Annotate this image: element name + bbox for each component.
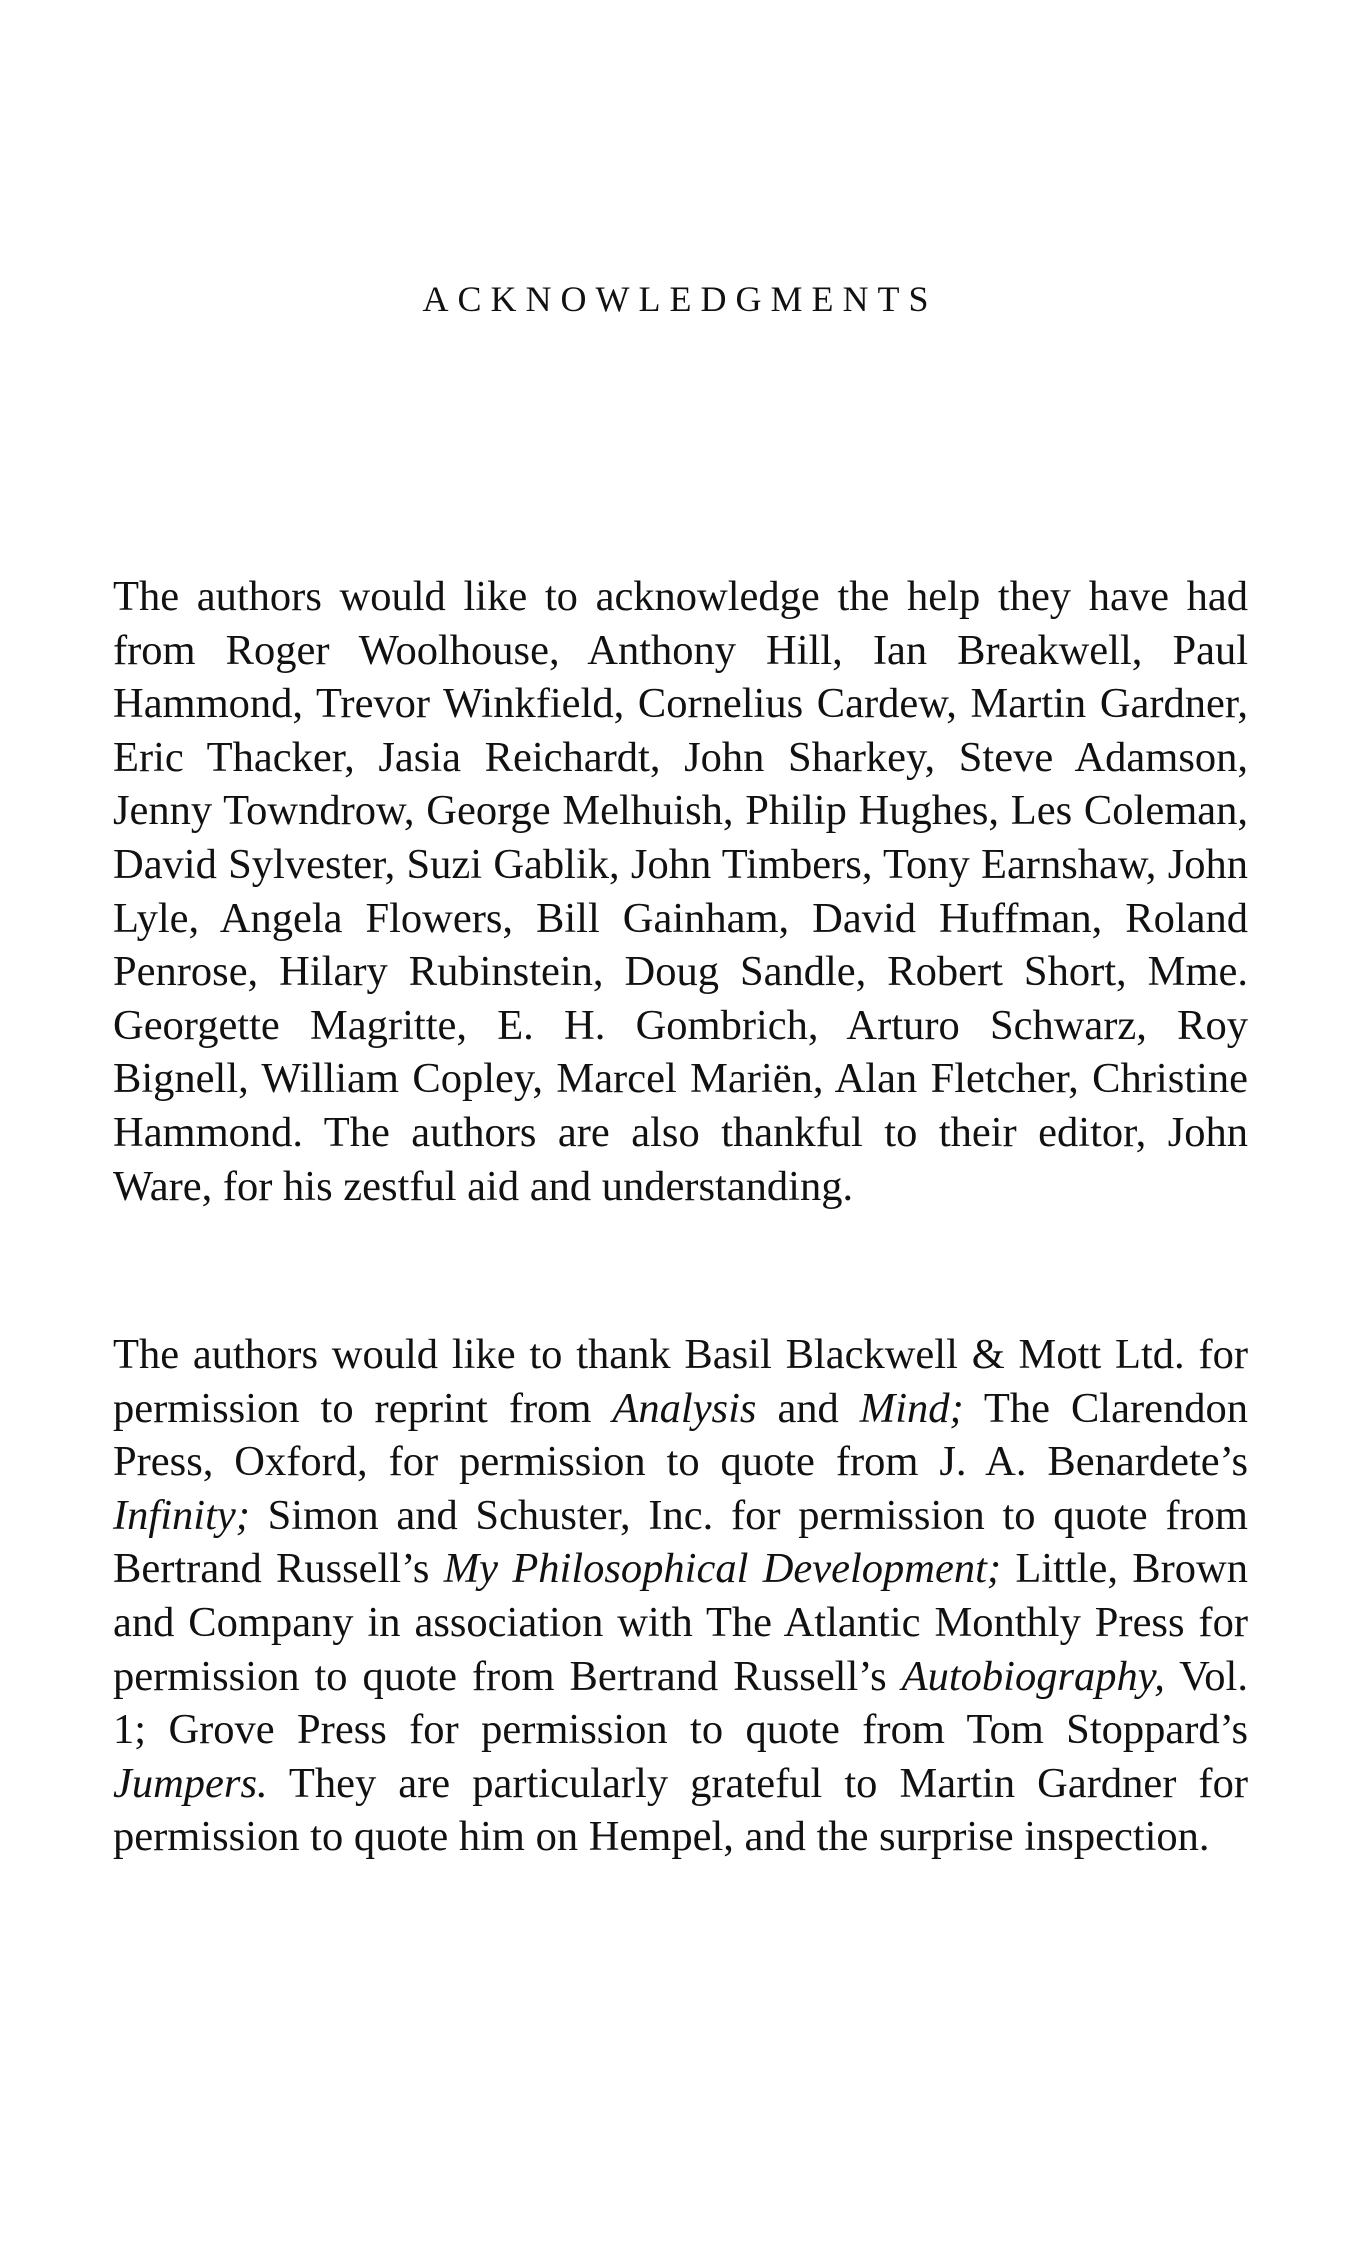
permissions-text-6: Vol. 1; Grove Press for permission to quote from Tom Stoppard’s [113, 1652, 1248, 1754]
title-mind: Mind; [859, 1384, 964, 1432]
permissions-text-7: They are particularly grateful to Martin Gardner for permission to quote him on Hempel, and the surprise inspection. [113, 1759, 1248, 1861]
permissions-text-4: Simon and Schuster, Inc. for permission to quote from Bertrand Russell’s [113, 1491, 1248, 1593]
title-infinity: Infinity; [113, 1491, 250, 1539]
permissions-text-5: Little, Brown and Company in association with The Atlantic Monthly Press for permission to quote from Bertrand Russell’s [113, 1545, 1249, 1700]
title-analysis: Analysis [612, 1384, 757, 1432]
page-heading: ACKNOWLEDGMENTS [422, 279, 938, 319]
acknowledgments-paragraph-1: The authors would like to acknowledge the help they have had from Roger Woolhouse, Anthony Hill, Ian Breakwell, Paul Hammond, Trevor Winkfield, Cornelius Cardew, Martin Gardner, Eric Thacker, Jasia Reichardt, John Sharkey, Steve Adamson, Jenny Towndrow, George Melhuish, Philip Hughes, Les Coleman, David Sylvester, Suzi Gablik, John Timbers, Tony Earnshaw, John Lyle, Angela Flowers, Bill Gainham, David Huffman, Roland Penrose, Hilary Rubinstein, Doug Sandle, Robert Short, Mme. Georgette Magritte, E. H. Gombrich, Arturo Schwarz, Roy Bignell, William Copley, Marcel Mariën, Alan Fletcher, Christine Hammond. The authors are also thankful to their editor, John Ware, for his zestful aid and understanding. [113, 573, 1248, 1210]
title-autobiography: Autobiography, [901, 1652, 1165, 1700]
permissions-text-3: The Clarendon Press, Oxford, for permission to quote from J. A. Benardete’s [113, 1384, 1248, 1486]
acknowledgments-paragraph-2 [113, 1328, 1248, 1864]
permissions-text-2: and [756, 1384, 860, 1432]
permissions-text-1: The authors would like to thank Basil Blackwell & Mott Ltd. for permission to reprint from [113, 1331, 1248, 1432]
title-my-philosophical-development: My Philosophical Development; [443, 1545, 1002, 1593]
title-jumpers: Jumpers. [113, 1759, 268, 1807]
